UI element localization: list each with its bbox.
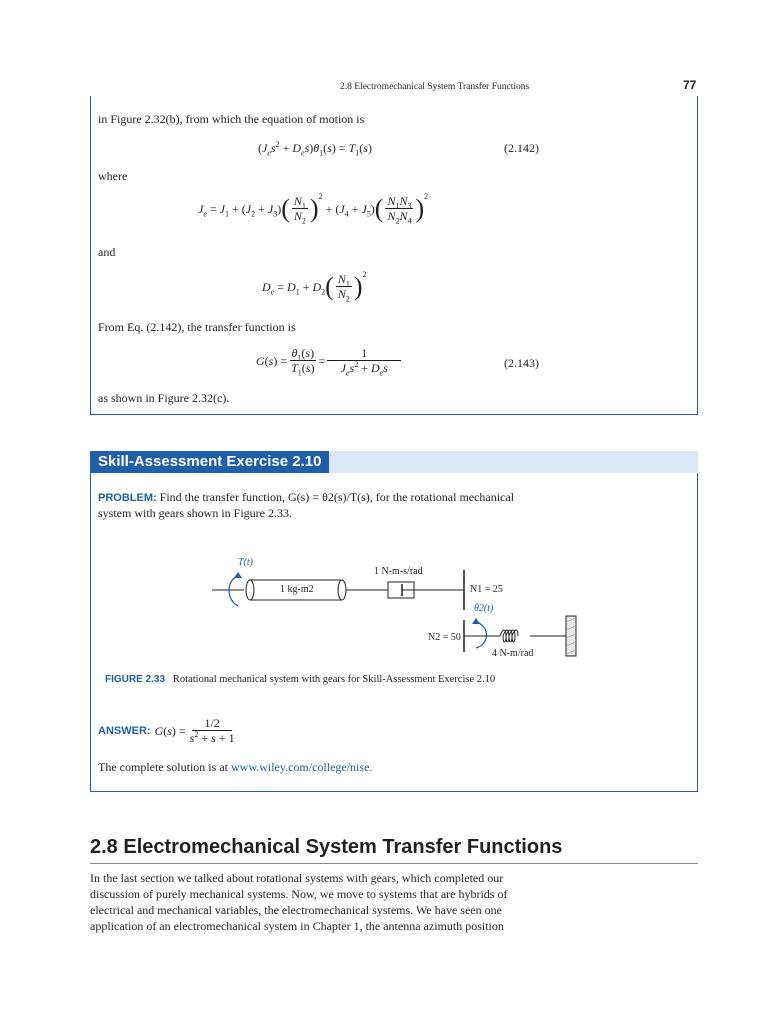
solution-text: The complete solution is at: [98, 760, 231, 774]
from-eq-text: From Eq. (2.142), the transfer function is: [98, 320, 296, 334]
spring-label: 4 N-m/rad: [492, 648, 534, 659]
and-label: and: [98, 245, 116, 259]
paragraph-line-3: electrical and mechanical variables, the electromechanical systems. We have seen one: [90, 903, 502, 917]
problem-label: PROBLEM:: [98, 492, 157, 504]
equation-de: $D_e = D_1 + D_2$ ( $\frac{N_1}{N_2}$ ) $^2$: [262, 269, 367, 304]
spring: [500, 630, 518, 642]
paragraph-line-2: discussion of purely mechanical systems. Now, we move to systems that are hybrids of: [90, 887, 508, 901]
theta2-arrow-icon: [476, 622, 487, 648]
running-title: 2.8 Electromechanical System Transfer Functions: [340, 82, 530, 92]
equation-2-143: G(s) = $\frac{\theta_1(s)}{T_1(s)}$ = $\frac{1}{J_es^2 + D_es}$: [256, 346, 403, 375]
damper-label: 1 N-m-s/rad: [374, 566, 423, 577]
answer-numerator: 1/2: [192, 716, 231, 731]
n1-label: N1 = 25: [470, 584, 503, 595]
problem-text-2: system with gears shown in Figure 2.33.: [98, 506, 292, 520]
skill-title: Skill-Assessment Exercise 2.10: [90, 451, 329, 473]
equation-number-2-143: (2.143): [504, 356, 539, 370]
torque-arrowhead-icon: [234, 572, 242, 578]
solution-link[interactable]: www.wiley.com/college/nise.: [230, 760, 373, 774]
solution-line: [98, 759, 372, 775]
problem-line-1: [98, 489, 514, 506]
example-line-1: in Figure 2.32(b), from which the equation of motion is: [98, 112, 365, 126]
page-number: 77: [683, 78, 697, 92]
figure-caption-text: Rotational mechanical system with gears for Skill-Assessment Exercise 2.10: [172, 674, 496, 685]
as-shown-text: as shown in Figure 2.32(c).: [98, 391, 230, 405]
equation-2-142: $(J_es^2 + D_es)\theta_1(s) = T_1(s)$: [258, 140, 372, 158]
where-label: where: [98, 169, 128, 183]
answer-line: ANSWER: G(s) = $\frac{1/2}{s^2 + s + 1}$: [98, 716, 235, 745]
equation-number-2-142: (2.142): [504, 141, 539, 155]
torque-label: T(t): [238, 557, 253, 568]
figure-caption: [105, 672, 495, 688]
problem-text-1: Find the transfer function, G(s) = θ2(s)/T(s), for the rotational mechanical: [159, 490, 515, 504]
torque-arrow-icon: [229, 576, 238, 606]
paragraph-line-1: In the last section we talked about rotational systems with gears, which completed our: [90, 871, 504, 885]
theta2-label: θ2(t): [474, 603, 494, 614]
n2-label: N2 = 50: [428, 632, 461, 643]
equation-je: $J_e = J_1 + (J_2 + J_3)$ ( $\frac{N_1}{N_2}$ ) $^2$ + $(J_4 + J_5)$ ( $\frac{N_1N_3}{N_2N_4}$ ) $^2$: [198, 191, 429, 226]
answer-label: ANSWER:: [98, 724, 151, 737]
paragraph-line-4: application of an electromechanical system in Chapter 1, the antenna azimuth position: [90, 919, 504, 933]
figure-caption-label: FIGURE 2.33: [105, 674, 166, 685]
inertia-label: 1 kg-m2: [280, 584, 314, 595]
section-rule: [90, 863, 698, 864]
section-heading: 2.8 Electromechanical System Transfer Functions: [90, 836, 563, 858]
